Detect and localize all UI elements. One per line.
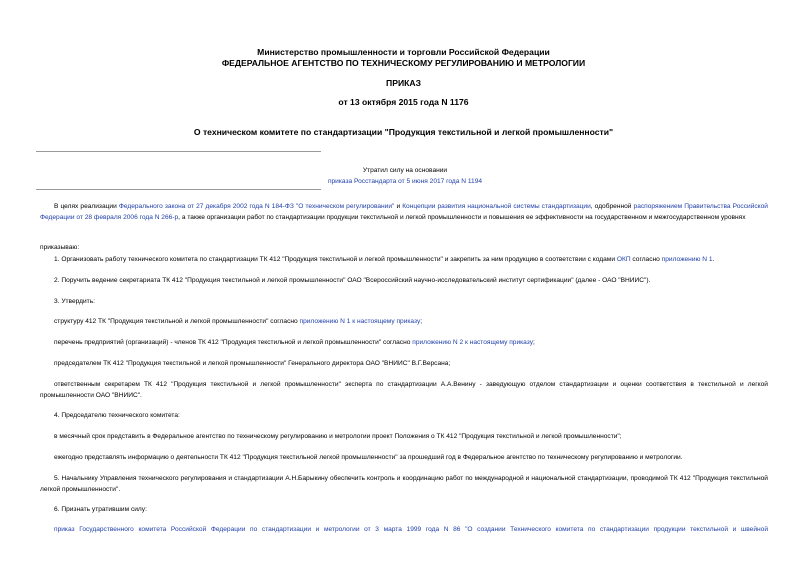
item-3-chairman: председателем ТК 412 "Продукция текстильной и легкой промышленности" Генерального директора ОАО "ВНИИС" В.Г.Версана; [54,360,451,367]
okp-link[interactable]: ОКП [616,256,631,263]
divider-top [36,151,321,152]
item-2: 2. Поручить ведение секретариата ТК 412 "Продукция текстильной и легкой промышленности" ОАО "Всероссийский научно-исследовательский институт сертификации" (далее - ОАО "ВНИИС"). [54,277,651,284]
item-3b-text-2: ; [533,339,535,346]
item-3a-text-1: структуру 412 ТК "Продукция текстильной и легкой промышленности" согласно [54,318,300,325]
item-4-draft: в месячный срок представить в Федеральное агентство по техническому регулированию и метрологии проект Положения о ТК 412 "Продукция текстильной и легкой промышленности"; [54,433,622,440]
item-4-annual-info: ежегодно представлять информацию о деятельности ТК 412 "Продукция текстильной легкой промышленности" за прошедший год в Федеральное агентство по техническому регулированию и метрологии. [54,454,683,461]
government-order-link[interactable]: распоряжением Правительства Российской Федерации от 28 февраля 2006 года N 266-р [40,203,768,221]
document-title: О техническом комитете по стандартизации "Продукция текстильной и легкой промышленности" [193,127,614,137]
item-4: 4. Председателю технического комитета: [54,412,180,419]
repealed-order-link[interactable]: приказ Государственного комитета Российской Федерации по стандартизации и метрологии от 3 марта 1999 года N 86 "О создании Технического комитета по стандартизации продукции текстильной и швейной [54,526,768,533]
intro-text-1: В целях реализации [54,203,119,210]
item-3: 3. Утвердить: [54,298,95,305]
appendix-2-order-link[interactable]: приложению N 2 к настоящему приказу [412,339,534,346]
document-type: ПРИКАЗ [386,78,421,88]
item-6-repealed-order [40,524,768,535]
repeal-order-link[interactable]: приказа Росстандарта от 5 июня 2017 года N 1194 [327,178,483,185]
item-3-secretary: ответственным секретарем ТК 412 "Продукция текстильной и легкой промышленности" эксперта по стандартизации А.А.Венину - заведующую отделом стандартизации и оценки соответствия в текстильной и легкой промышленности ОАО "ВНИИС". [40,381,768,399]
item-1 [40,254,768,265]
concept-link[interactable]: Концепции развития национальной системы стандартизации [402,203,591,210]
item-6: 6. Признать утратившим силу: [54,506,147,513]
divider-bottom [36,189,321,190]
item-1-text-2: согласно [630,256,662,263]
document-date: от 13 октября 2015 года N 1176 [338,97,469,107]
item-1-text-1: 1. Организовать работу технического комитета по стандартизации ТК 412 "Продукция текстильной и легкой промышленности" и закрепить за ним продукцию в соответствии с кодами [54,256,617,263]
intro-text-2: и [394,203,403,210]
appendix-1-link[interactable]: приложению N 1 [661,256,713,263]
order-word: приказываю: [40,244,80,251]
item-1-text-3: . [712,256,715,263]
ministry-name: Министерство промышленности и торговли Российской Федерации [257,47,550,57]
appendix-1-order-link[interactable]: приложению N 1 к настоящему приказу [299,318,421,325]
item-3-members [40,337,768,348]
agency-name: ФЕДЕРАЛЬНОЕ АГЕНТСТВО ПО ТЕХНИЧЕСКОМУ РЕГУЛИРОВАНИЮ И МЕТРОЛОГИИ [221,58,586,68]
intro-text-4: , а также организации работ по стандартизации продукции текстильной и легкой промышленности и повышения ее эффективности на государственном и межгосударственном уровнях [178,214,746,221]
item-3b-text-1: перечень предприятий (организаций) - членов ТК 412 "Продукция текстильной и легкой промышленности" согласно [54,339,413,346]
status-link-line [240,176,570,187]
item-3a-text-2: ; [420,318,423,325]
item-5: 5. Начальнику Управления технического регулирования и стандартизации А.Н.Барыкину обеспечить контроль и координацию работ по международной и национальной стандартизации, проводимой ТК 412 "Продукция текстильной легкой промышленности". [40,475,768,493]
intro-text-3: , одобренной [590,203,634,210]
intro-paragraph [40,201,768,223]
status-note: Утратил силу на основании [362,167,448,174]
federal-law-link[interactable]: Федерального закона от 27 декабря 2002 года N 184-ФЗ "О техническом регулировании" [118,203,395,210]
item-3-structure [40,316,768,327]
